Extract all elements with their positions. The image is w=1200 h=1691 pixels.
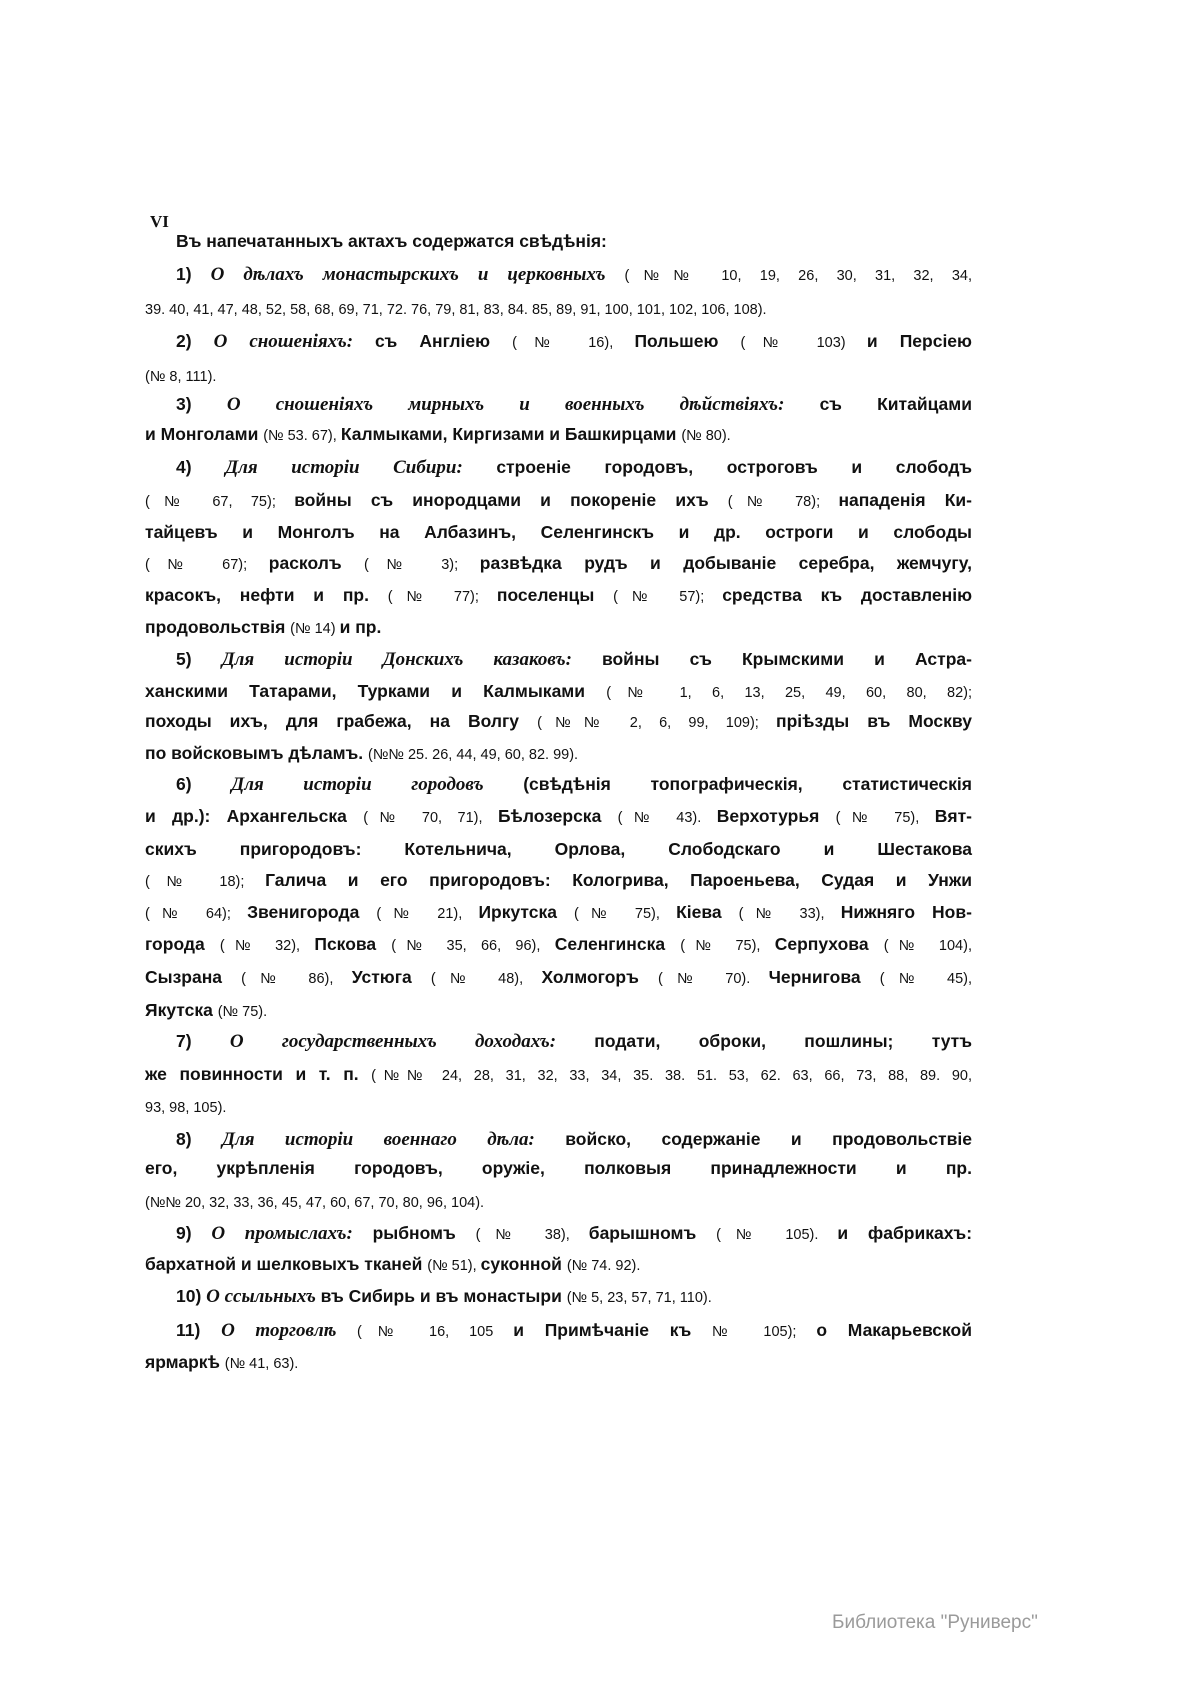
text-line <box>176 452 972 482</box>
section-heading: О государственныхъ доходахъ: <box>229 1031 595 1052</box>
document-reference: (№№ 20, 32, 33, 36, 45, 47, 60, 67, 70, 80, 96, 104). <box>145 1195 485 1211</box>
text-run: съ Англіею <box>375 331 513 351</box>
document-reference: (№ 80). <box>681 428 731 444</box>
library-watermark: Библиотека "Руниверс" <box>832 1612 1038 1633</box>
document-reference: (№ 105). <box>716 1227 838 1243</box>
text-run: 4) <box>176 457 226 477</box>
text-run: и Примѣчаніе къ <box>513 1320 713 1340</box>
document-reference: (№ 104), <box>883 938 972 954</box>
document-reference: (№№ 2, 6, 99, 109); <box>537 715 777 731</box>
document-reference: (№ 38), <box>475 1227 589 1243</box>
text-line <box>145 738 972 768</box>
text-run: въ Сибирь и въ монастыри <box>320 1286 567 1306</box>
text-line <box>176 1026 972 1056</box>
document-reference: (№ 3); <box>364 557 480 573</box>
document-reference: (№ 32), <box>219 938 315 954</box>
document-reference: (№ 86), <box>241 971 352 987</box>
document-reference: (№ 78); <box>727 494 839 510</box>
section-heading: О промыслахъ: <box>211 1223 373 1244</box>
document-reference: (№ 53. 67), <box>263 428 341 444</box>
text-run: красокъ, нефти и пр. <box>145 585 388 605</box>
text-run: Серпухова <box>774 934 884 954</box>
text-run: походы ихъ, для грабежа, на Волгу <box>145 711 538 731</box>
document-reference: 39. 40, 41, 47, 48, 52, 58, 68, 69, 71, 72. 76, 79, 81, 83, 84. 85, 89, 91, 100, 101, 102, 106, 108). <box>145 302 767 318</box>
text-run: барышномъ <box>588 1223 717 1243</box>
text-line <box>176 1218 972 1248</box>
text-run: поселенцы <box>496 585 614 605</box>
text-run: Бѣлозерска <box>497 806 618 826</box>
text-line <box>145 419 972 449</box>
text-run: Галича и его пригородовъ: Кологрива, Пароеньева, Судая и Унжи <box>265 870 972 890</box>
text-run: Нижняго Нов- <box>840 902 972 922</box>
text-run: нападенія Ки- <box>838 490 972 510</box>
text-line <box>145 929 972 959</box>
text-run: войны съ инородцами и покореніе ихъ <box>294 490 728 510</box>
document-reference: (№ 43). <box>617 810 717 826</box>
text-run: Устюга <box>351 967 431 987</box>
text-run: средства къ доставленію <box>722 585 973 605</box>
text-run: 1) <box>176 264 211 284</box>
text-run: города <box>145 934 220 954</box>
text-run: подати, оброки, пошлины; тутъ <box>594 1031 972 1051</box>
document-reference: (№ 1, 6, 13, 25, 49, 60, 80, 82); <box>606 685 973 701</box>
document-reference: 93, 98, 105). <box>145 1100 227 1116</box>
text-line <box>176 259 972 289</box>
text-run: его, укрѣпленія городовъ, оружіе, полковыя принадлежности и пр. <box>145 1158 972 1178</box>
text-line <box>176 1315 972 1345</box>
page-number: VI <box>150 212 169 231</box>
text-line <box>176 769 972 799</box>
document-reference: (№ 70). <box>658 971 769 987</box>
text-line <box>145 834 972 864</box>
document-reference: (№№ 10, 19, 26, 30, 31, 32, 34, <box>624 268 972 284</box>
document-reference: (№ 5, 23, 57, 71, 110). <box>566 1290 712 1306</box>
document-reference: (№ 75), <box>574 906 677 922</box>
text-line <box>145 706 972 736</box>
section-heading: Для исторіи Сибири: <box>225 457 497 478</box>
text-run: и фабрикахъ: <box>837 1223 973 1243</box>
document-reference: (№ 57); <box>613 589 723 605</box>
section-heading: Для исторіи военнаго дѣла: <box>222 1129 566 1150</box>
text-line <box>176 326 972 356</box>
document-reference: (№ 103) <box>740 335 867 351</box>
text-run: Вят- <box>934 806 972 826</box>
text-line <box>176 644 972 674</box>
text-line <box>145 1347 972 1377</box>
text-line <box>145 360 972 390</box>
document-reference: (№ 75), <box>835 810 935 826</box>
text-run: и Персіею <box>866 331 972 351</box>
text-line <box>176 1124 972 1154</box>
text-line <box>145 548 972 578</box>
document-reference: (№ 16, 105 <box>357 1324 514 1340</box>
text-run: и пр. <box>339 617 382 637</box>
text-line <box>145 1059 972 1089</box>
text-line <box>145 517 972 547</box>
section-heading: Для исторіи городовъ <box>231 774 524 795</box>
text-run: Сызрана <box>145 967 242 987</box>
text-line <box>145 1249 972 1279</box>
text-run: Калмыками, Киргизами и Башкирцами <box>340 424 682 444</box>
text-run: Иркутска <box>478 902 574 922</box>
text-run: 3) <box>176 394 227 414</box>
document-reference: (№ 77); <box>387 589 497 605</box>
text-line <box>145 580 972 610</box>
text-line <box>145 1153 972 1183</box>
text-run: Пскова <box>314 934 392 954</box>
text-run: ярмаркѣ <box>145 1352 225 1372</box>
text-run: Польшею <box>634 331 741 351</box>
text-run: скихъ пригородовъ: Котельнича, Орлова, Слободскаго и Шестакова <box>145 839 972 859</box>
document-reference: (№ 21), <box>376 906 479 922</box>
document-reference: (№ 14) <box>290 621 340 637</box>
section-heading: О сношеніяхъ: <box>213 331 376 352</box>
text-line <box>145 612 972 642</box>
document-reference: (№№ 25. 26, 44, 49, 60, 82. 99). <box>368 747 579 763</box>
text-run: 5) <box>176 649 222 669</box>
section-heading: О сношеніяхъ мирныхъ и военныхъ дѣйствіяхъ: <box>226 394 820 415</box>
text-line <box>145 962 972 992</box>
text-run: о Макарьевской <box>816 1320 972 1340</box>
document-reference: (№ 45), <box>879 971 972 987</box>
text-run: 6) <box>176 774 232 794</box>
text-line <box>145 1186 972 1216</box>
text-line <box>145 1091 972 1121</box>
text-line <box>145 995 972 1025</box>
text-run: Селенгинска <box>554 934 681 954</box>
document-reference: № 105); <box>712 1324 817 1340</box>
text-line <box>176 226 972 256</box>
text-run: 9) <box>176 1223 212 1243</box>
text-run: расколъ <box>268 553 365 573</box>
text-run: Чернигова <box>768 967 880 987</box>
document-reference: (№ 67, 75); <box>145 494 295 510</box>
document-reference: (№ 67); <box>145 557 269 573</box>
text-run: 7) <box>176 1031 230 1051</box>
section-heading: О торговлѣ <box>221 1320 358 1341</box>
text-run: 11) <box>176 1320 222 1340</box>
text-run: 2) <box>176 331 214 351</box>
text-run: пріѣзды въ Москву <box>776 711 972 731</box>
document-reference: (№ 41, 63). <box>224 1356 299 1372</box>
text-run: Верхотурья <box>716 806 836 826</box>
document-reference: (№ 51), <box>427 1258 481 1274</box>
document-reference: (№ 75). <box>217 1004 268 1020</box>
text-run: строеніе городовъ, остроговъ и слободъ <box>496 457 972 477</box>
text-run: рыбномъ <box>372 1223 476 1243</box>
text-line <box>176 389 972 419</box>
text-run: 8) <box>176 1129 223 1149</box>
document-reference: (№ 35, 66, 96), <box>391 938 555 954</box>
text-run: ханскими Татарами, Турками и Калмыками <box>145 681 607 701</box>
text-run: тайцевъ и Монголъ на Албазинъ, Селенгинскъ и др. остроги и слободы <box>145 522 972 542</box>
document-reference: (№ 18); <box>145 874 266 890</box>
text-run: Звенигорода <box>247 902 377 922</box>
document-reference: (№ 74. 92). <box>566 1258 641 1274</box>
text-line <box>145 801 972 831</box>
text-run: бархатной и шелковыхъ тканей <box>145 1254 428 1274</box>
text-run: войско, содержаніе и продовольствіе <box>565 1129 972 1149</box>
text-run: же повинности и т. п. <box>145 1064 372 1084</box>
text-run: Холмогоръ <box>541 967 659 987</box>
text-run: развѣдка рудъ и добываніе серебра, жемчугу, <box>479 553 972 573</box>
text-run: (свѣдѣнія топографическія, статистическія <box>523 774 972 794</box>
section-heading: О дѣлахъ монастырскихъ и церковныхъ <box>210 264 625 285</box>
document-reference: (№ 16), <box>512 335 635 351</box>
text-run: Кіева <box>676 902 739 922</box>
document-reference: (№ 64); <box>145 906 248 922</box>
text-line <box>145 485 972 515</box>
text-line <box>145 676 972 706</box>
document-reference: (№ 8, 111). <box>145 369 217 385</box>
document-reference: (№ 48), <box>430 971 542 987</box>
document-reference: (№ 70, 71), <box>363 810 498 826</box>
document-reference: (№ 33), <box>738 906 841 922</box>
text-run: продовольствія <box>145 617 291 637</box>
text-line <box>176 1281 972 1311</box>
text-line <box>145 897 972 927</box>
text-run: Въ напечатанныхъ актахъ содержатся свѣдѣнія: <box>176 231 607 251</box>
text-line <box>145 293 972 323</box>
text-run: 10) <box>176 1286 207 1306</box>
section-heading: О ссыльныхъ <box>206 1286 321 1307</box>
text-run: и Монголами <box>145 424 264 444</box>
text-run: съ Китайцами <box>819 394 972 414</box>
section-heading: Для исторіи Донскихъ казаковъ: <box>221 649 602 670</box>
document-reference: (№№ 24, 28, 31, 32, 33, 34, 35. 38. 51. 53, 62. 63, 66, 73, 88, 89. 90, <box>371 1068 972 1084</box>
text-run: суконной <box>480 1254 567 1274</box>
document-reference: (№ 75), <box>680 938 775 954</box>
text-run: Якутска <box>145 1000 218 1020</box>
text-run: войны съ Крымскими и Астра- <box>601 649 972 669</box>
text-run: и др.): Архангельска <box>145 806 364 826</box>
text-line <box>145 865 972 895</box>
text-run: по войсковымъ дѣламъ. <box>145 743 368 763</box>
